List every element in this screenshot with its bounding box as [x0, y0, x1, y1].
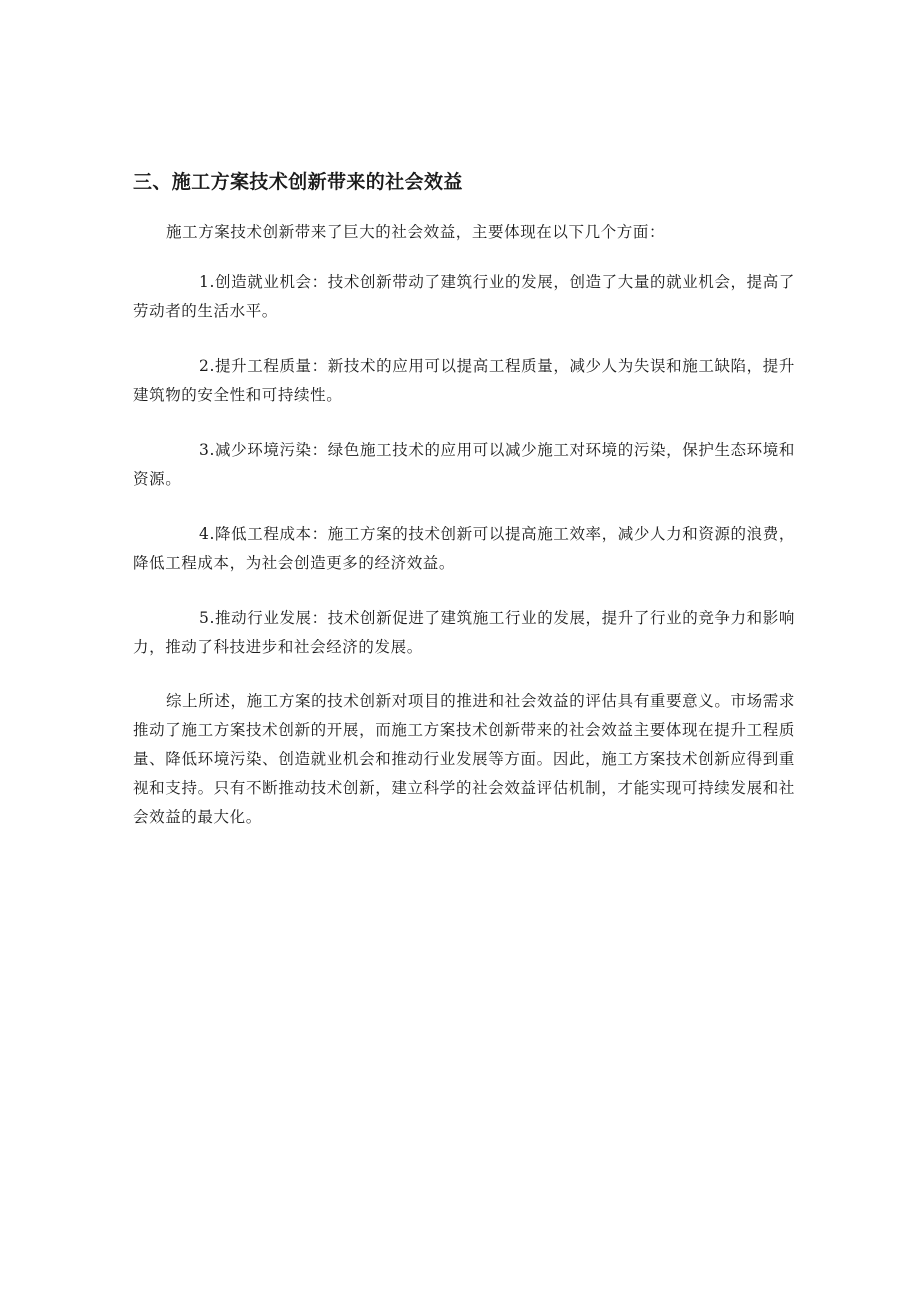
- list-item: [133, 268, 795, 326]
- list-item-text: .降低工程成本：施工方案的技术创新可以提高施工效率，减少人力和资源的浪费，降低工程成本，为社会创造更多的经济效益。: [133, 525, 795, 572]
- list-item: [133, 604, 795, 662]
- list-item-number: 4: [199, 525, 210, 543]
- list-item-text: .推动行业发展：技术创新促进了建筑施工行业的发展，提升了行业的竞争力和影响力，推动了科技进步和社会经济的发展。: [133, 609, 795, 656]
- list-item: [133, 436, 795, 494]
- conclusion-paragraph: 综上所述，施工方案的技术创新对项目的推进和社会效益的评估具有重要意义。市场需求推动了施工方案技术创新的开展，而施工方案技术创新带来的社会效益主要体现在提升工程质量、降低环境污染、创造就业机会和推动行业发展等方面。因此，施工方案技术创新应得到重视和支持。只有不断推动技术创新，建立科学的社会效益评估机制，才能实现可持续发展和社会效益的最大化。: [133, 692, 795, 826]
- list-item-number: 2: [199, 357, 210, 375]
- list-item-text: .创造就业机会：技术创新带动了建筑行业的发展，创造了大量的就业机会，提高了劳动者的生活水平。: [133, 273, 795, 320]
- list-item: [133, 520, 795, 578]
- list-item-text: .提升工程质量：新技术的应用可以提高工程质量，减少人为失误和施工缺陷，提升建筑物的安全性和可持续性。: [133, 357, 795, 404]
- list-item-text: .减少环境污染：绿色施工技术的应用可以减少施工对环境的污染，保护生态环境和资源。: [133, 441, 795, 488]
- section-heading: 三、施工方案技术创新带来的社会效益: [133, 171, 463, 193]
- list-item-number: 5: [199, 609, 210, 627]
- list-item: [133, 352, 795, 410]
- list-item-number: 1: [199, 273, 210, 291]
- list-item-number: 3: [199, 441, 210, 459]
- intro-paragraph: 施工方案技术创新带来了巨大的社会效益，主要体现在以下几个方面：: [166, 223, 666, 241]
